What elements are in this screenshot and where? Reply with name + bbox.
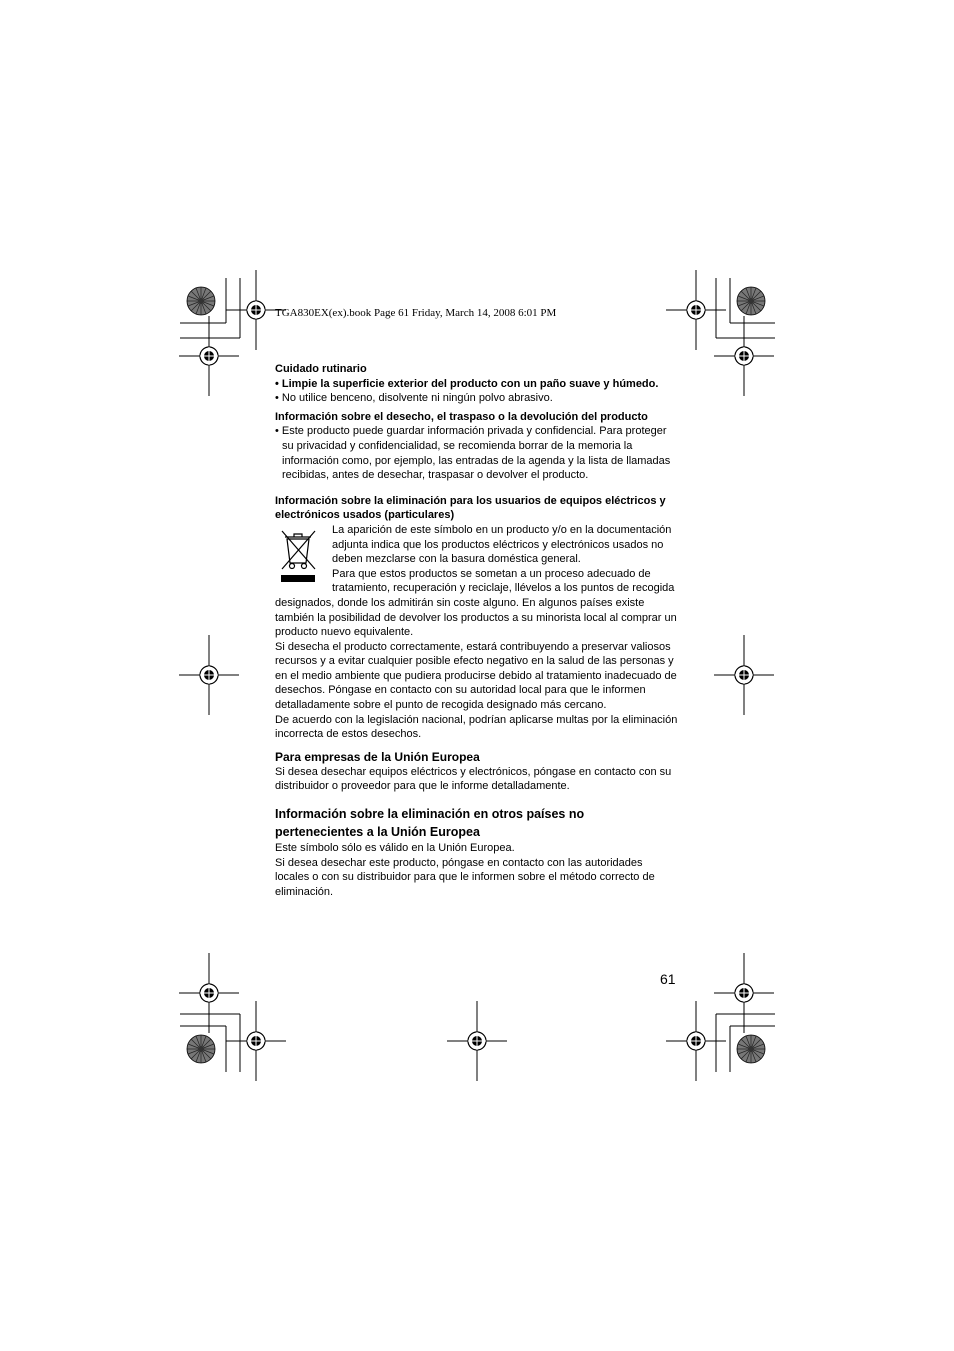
weee-paragraph-4: De acuerdo con la legislación nacional, podrían aplicarse multas por la eliminación incorrecta de estos desechos. (275, 713, 678, 741)
non-eu-heading-line-2: pertenecientes a la Unión Europea (275, 825, 480, 840)
disposal-heading: Información sobre el desecho, el traspaso o la devolución del producto (275, 410, 648, 423)
disposal-bullet: • Este producto puede guardar información privada y confidencial. Para proteger su privacidad y confidencialidad, se recomienda borrar de la memoria la información como, por ejemplo, las entradas de la agenda y la lista de llamadas recibidas, antes de desechar, traspasar o devolver el producto. (275, 425, 671, 482)
eu-business-heading: Para empresas de la Unión Europea (275, 749, 480, 764)
eu-business-text: Si desea desechar equipos eléctricos y electrónicos, póngase en contacto con su distribuidor o proveedor para que le informe detalladamente. (275, 765, 672, 793)
registration-star-icon (187, 287, 215, 315)
non-eu-heading-line-1: Información sobre la eliminación en otros países no (275, 807, 585, 822)
non-eu-text-2: Si desea desechar este producto, póngase en contacto con las autoridades locales o con su distribuidor para que le informen sobre el método correcto de eliminación. (275, 856, 655, 898)
registration-target-icon (447, 1001, 507, 1081)
registration-star-icon (737, 1035, 765, 1063)
care-bullet-1: • Limpie la superficie exterior del producto con un paño suave y húmedo. (275, 377, 659, 390)
page-content (275, 362, 679, 899)
weee-heading: Información sobre la eliminación para los usuarios de equipos eléctricos y electrónicos usados (particulares) (275, 494, 666, 522)
registration-target-icon (714, 635, 774, 715)
crossed-out-wheelie-bin-icon (275, 523, 321, 585)
registration-target-icon (714, 953, 774, 1033)
registration-target-icon (179, 635, 239, 715)
weee-section (275, 523, 679, 640)
registration-star-icon (737, 287, 765, 315)
weee-paragraph-3: Si desecha el producto correctamente, estará contribuyendo a preservar valiosos recursos y a evitar cualquier posible efecto negativo en la salud de las personas y en el medio ambiente que pudiera producirse debido al tratamiento inadecuado de desechos. Póngase en contacto con su autoridad local para que le informen detalladamente sobre el punto de recogida designado más cercano. (275, 640, 677, 712)
weee-paragraph-2: Para que estos productos se sometan a un proceso adecuado de tratamiento, recuperación y reciclaje, llévelos a los puntos de recogida designados, donde los admitirán sin coste alguno. En algunos países existe también la posibilidad de devolver los productos a su minorista local al comprar un producto nuevo equivalente. (275, 567, 677, 639)
care-heading: Cuidado rutinario (275, 363, 367, 375)
registration-target-icon (179, 316, 239, 396)
weee-paragraph-1: La aparición de este símbolo en un producto y/o en la documentación adjunta indica que los productos eléctricos y electrónicos usados no deben mezclarse con la basura doméstica general. (332, 523, 672, 566)
non-eu-text-1: Este símbolo sólo es válido en la Unión Europea. (275, 842, 515, 855)
print-header: TGA830EX(ex).book Page 61 Friday, March 14, 2008 6:01 PM (275, 307, 557, 319)
registration-star-icon (187, 1035, 215, 1063)
care-bullet-2: • No utilice benceno, disolvente ni ningún polvo abrasivo. (275, 392, 553, 405)
registration-target-icon (179, 953, 239, 1033)
registration-target-icon (666, 1001, 726, 1081)
registration-target-icon (226, 1001, 286, 1081)
page-number: 61 (660, 971, 676, 987)
registration-target-icon (714, 316, 774, 396)
